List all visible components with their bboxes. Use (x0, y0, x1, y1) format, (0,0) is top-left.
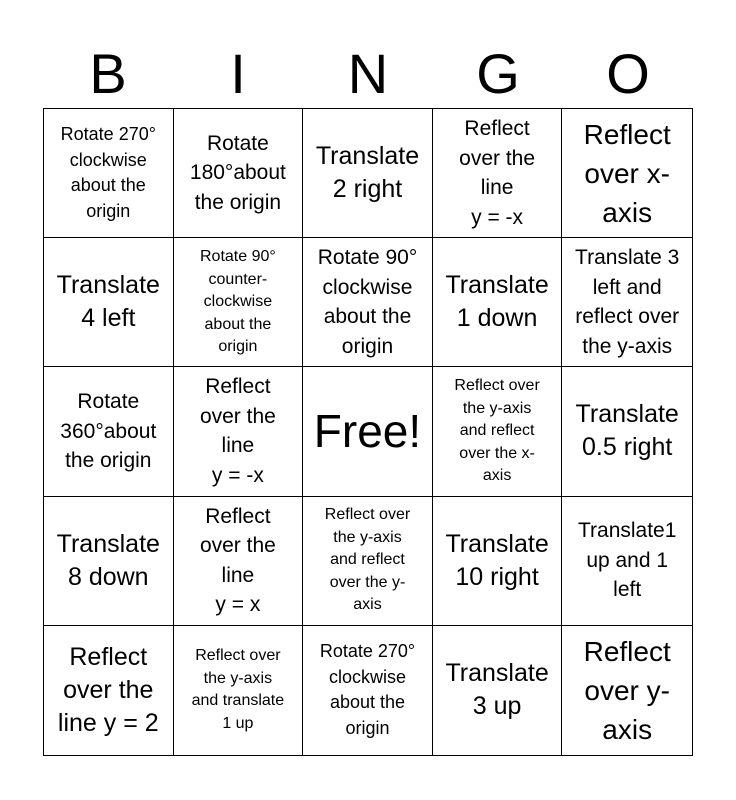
cell-text: Reflect over the y-axis and reflect over the x- axis (454, 377, 540, 485)
cell-text: Reflect over the y-axis and translate 1 up (191, 647, 285, 732)
cell-text: Translate 2 right (315, 142, 420, 204)
bingo-cell[interactable] (433, 109, 563, 238)
cell-text: Reflect over the line y = -x (459, 117, 536, 229)
cell-text: Translate 8 down (56, 529, 160, 591)
cell-text: Translate 0.5 right (575, 400, 679, 462)
bingo-cell[interactable] (174, 626, 304, 755)
free-space-cell[interactable] (303, 367, 433, 496)
bingo-cell[interactable] (433, 626, 563, 755)
cell-text: Rotate 90° counter- clockwise about the origin (200, 248, 276, 356)
bingo-header (43, 40, 693, 108)
free-space-text: Free! (313, 405, 422, 458)
bingo-cell[interactable] (433, 497, 563, 626)
bingo-cell[interactable] (44, 497, 174, 626)
bingo-cell[interactable] (303, 238, 433, 367)
cell-text: Translate 1 down (445, 271, 549, 333)
header-letter-o: O (606, 42, 650, 105)
cell-text: Reflect over y- axis (583, 635, 671, 745)
cell-text: Reflect over the line y = 2 (57, 642, 159, 737)
bingo-cell[interactable] (562, 367, 692, 496)
cell-text: Translate 3 up (445, 659, 549, 721)
header-letter-i: I (230, 42, 246, 105)
bingo-cell[interactable] (174, 497, 304, 626)
header-letter-n: N (347, 42, 389, 105)
bingo-cell[interactable] (433, 238, 563, 367)
cell-text: Rotate 270° clockwise about the origin (319, 641, 416, 738)
cell-text: Translate1 up and 1 left (577, 519, 677, 602)
cell-text: Translate 3 left and reflect over the y-axis (575, 246, 680, 358)
cell-text: Rotate 270° clockwise about the origin (60, 124, 156, 221)
bingo-cell[interactable] (562, 497, 692, 626)
bingo-cell[interactable] (174, 367, 304, 496)
bingo-cell[interactable] (44, 238, 174, 367)
bingo-cell[interactable] (562, 626, 692, 755)
bingo-cell[interactable] (44, 109, 174, 238)
bingo-cell[interactable] (174, 238, 304, 367)
bingo-cell[interactable] (562, 238, 692, 367)
bingo-cell[interactable] (44, 367, 174, 496)
cell-text: Rotate 90° clockwise about the origin (317, 246, 418, 358)
bingo-cell[interactable] (433, 367, 563, 496)
cell-text: Translate 10 right (445, 529, 549, 591)
header-letter-b: B (89, 42, 127, 105)
cell-text: Reflect over the y-axis and reflect over the y- axis (324, 506, 411, 614)
cell-text: Rotate 180°about the origin (189, 131, 286, 214)
bingo-cell[interactable] (303, 497, 433, 626)
bingo-cell[interactable] (174, 109, 304, 238)
bingo-cell[interactable] (562, 109, 692, 238)
cell-text: Reflect over the line y = -x (199, 375, 276, 487)
header-letter-g: G (476, 42, 520, 105)
cell-text: Reflect over x- axis (583, 118, 671, 228)
bingo-cell[interactable] (303, 109, 433, 238)
cell-text: Translate 4 left (56, 271, 160, 333)
bingo-card-grid (43, 108, 693, 756)
bingo-cell[interactable] (44, 626, 174, 755)
cell-text: Reflect over the line y = x (199, 504, 276, 617)
cell-text: Rotate 360°about the origin (60, 390, 157, 473)
bingo-cell[interactable] (303, 626, 433, 755)
